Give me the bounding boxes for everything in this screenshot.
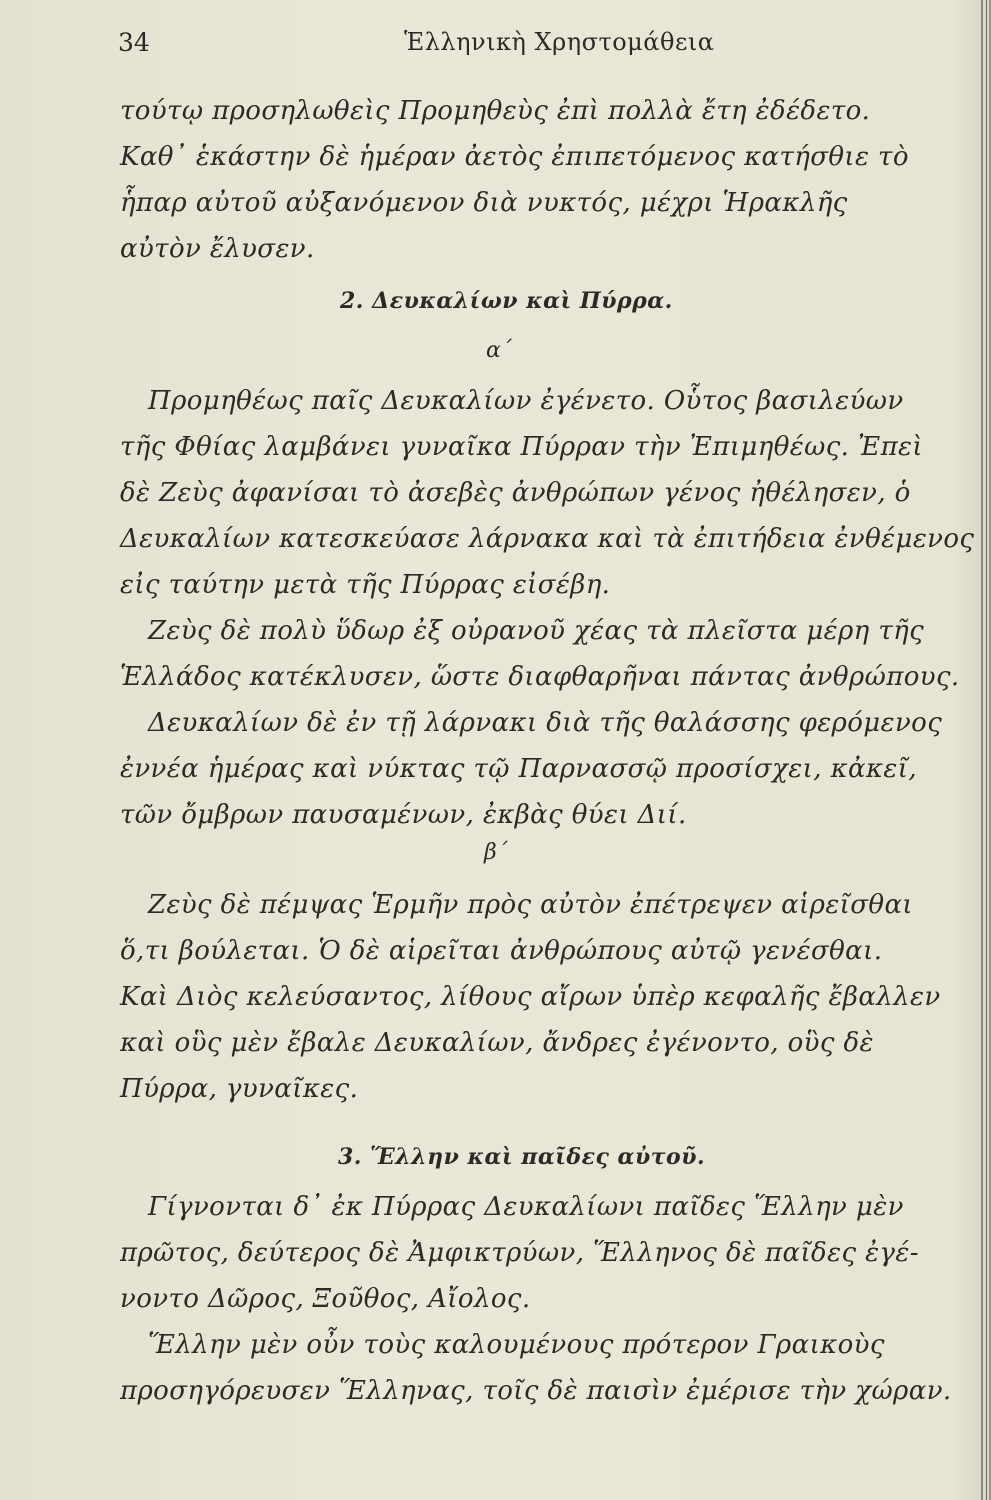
text-line: Ἕλλην μὲν οὖν τοὺς καλουμένους πρότερον Γραικοὺς (148, 1330, 885, 1360)
text-line: Ζεὺς δὲ πέμψας Ἑρμῆν πρὸς αὐτὸν ἐπέτρεψεν αἱρεῖσθαι (148, 890, 914, 920)
text-line: Ἑλλάδος κατέκλυσεν, ὥστε διαφθαρῆναι πάντας ἀνθρώπους. (120, 662, 960, 692)
page-header (0, 24, 991, 64)
text-line: Δευκαλίων κατεσκεύασε λάρνακα καὶ τὰ ἐπιτήδεια ἐνθέμενος (120, 524, 975, 554)
text-line: προσηγόρευσεν Ἕλληνας, τοῖς δὲ παισὶν ἐμέρισε τὴν χώραν. (120, 1376, 952, 1406)
text-line: Δευκαλίων δὲ ἐν τῇ λάρνακι διὰ τῆς θαλάσσης φερόμενος (148, 708, 943, 738)
text-line: Πύρρα, γυναῖκες. (120, 1074, 359, 1104)
text-line: καὶ οὓς μὲν ἔβαλε Δευκαλίων, ἄνδρες ἐγένοντο, οὓς δὲ (120, 1028, 874, 1058)
page-number: 34 (118, 28, 150, 57)
page-edge (986, 0, 987, 1500)
section-heading: 3. Ἕλλην καὶ παῖδες αὐτοῦ. (338, 1144, 706, 1170)
text-line: δὲ Ζεὺς ἀφανίσαι τὸ ἀσεβὲς ἀνθρώπων γένος ἠθέλησεν, ὁ (120, 478, 911, 508)
text-line: Καὶ Διὸς κελεύσαντος, λίθους αἴρων ὑπὲρ κεφαλῆς ἔβαλλεν (120, 982, 941, 1012)
running-title: Ἑλληνικὴ Χρηστομάθεια (404, 28, 715, 56)
text-line: ἐννέα ἡμέρας καὶ νύκτας τῷ Παρνασσῷ προσίσχει, κἀκεῖ, (120, 754, 918, 784)
text-line: ὅ,τι βούλεται. Ὁ δὲ αἱρεῖται ἀνθρώπους αὐτῷ γενέσθαι. (120, 936, 883, 966)
subsection-marker: β΄ (484, 840, 508, 865)
text-line: αὐτὸν ἔλυσεν. (120, 234, 315, 264)
text-line: νοντο Δῶρος, Ξοῦθος, Αἴολος. (120, 1284, 531, 1314)
text-line: Γίγνονται δ᾽ ἐκ Πύρρας Δευκαλίωνι παῖδες Ἕλλην μὲν (148, 1192, 904, 1222)
section-heading: 2. Δευκαλίων καὶ Πύρρα. (340, 288, 673, 314)
text-line: Ζεὺς δὲ πολὺ ὕδωρ ἐξ οὐρανοῦ χέας τὰ πλεῖστα μέρη τῆς (148, 616, 925, 646)
text-line: πρῶτος, δεύτερος δὲ Ἀμφικτρύων, Ἕλληνος δὲ παῖδες ἐγέ- (120, 1238, 919, 1268)
text-line: Προμηθέως παῖς Δευκαλίων ἐγένετο. Οὗτος βασιλεύων (148, 386, 904, 416)
text-line: τῶν ὄμβρων παυσαμένων, ἐκβὰς θύει Διί. (120, 800, 687, 830)
text-line: ἧπαρ αὐτοῦ αὐξανόμενον διὰ νυκτός, μέχρι Ἡρακλῆς (120, 188, 848, 218)
page-edge (981, 0, 983, 1500)
text-line: εἰς ταύτην μετὰ τῆς Πύρρας εἰσέβη. (120, 570, 611, 600)
subsection-marker: α΄ (486, 338, 512, 363)
text-line: τῆς Φθίας λαμβάνει γυναῖκα Πύρραν τὴν Ἐπιμηθέως. Ἐπεὶ (120, 432, 924, 462)
text-line: Καθ᾽ ἑκάστην δὲ ἡμέραν ἀετὸς ἐπιπετόμενος κατήσθιε τὸ (120, 142, 909, 172)
text-line: τούτῳ προσηλωθεὶς Προμηθεὺς ἐπὶ πολλὰ ἔτη ἐδέδετο. (120, 96, 871, 126)
